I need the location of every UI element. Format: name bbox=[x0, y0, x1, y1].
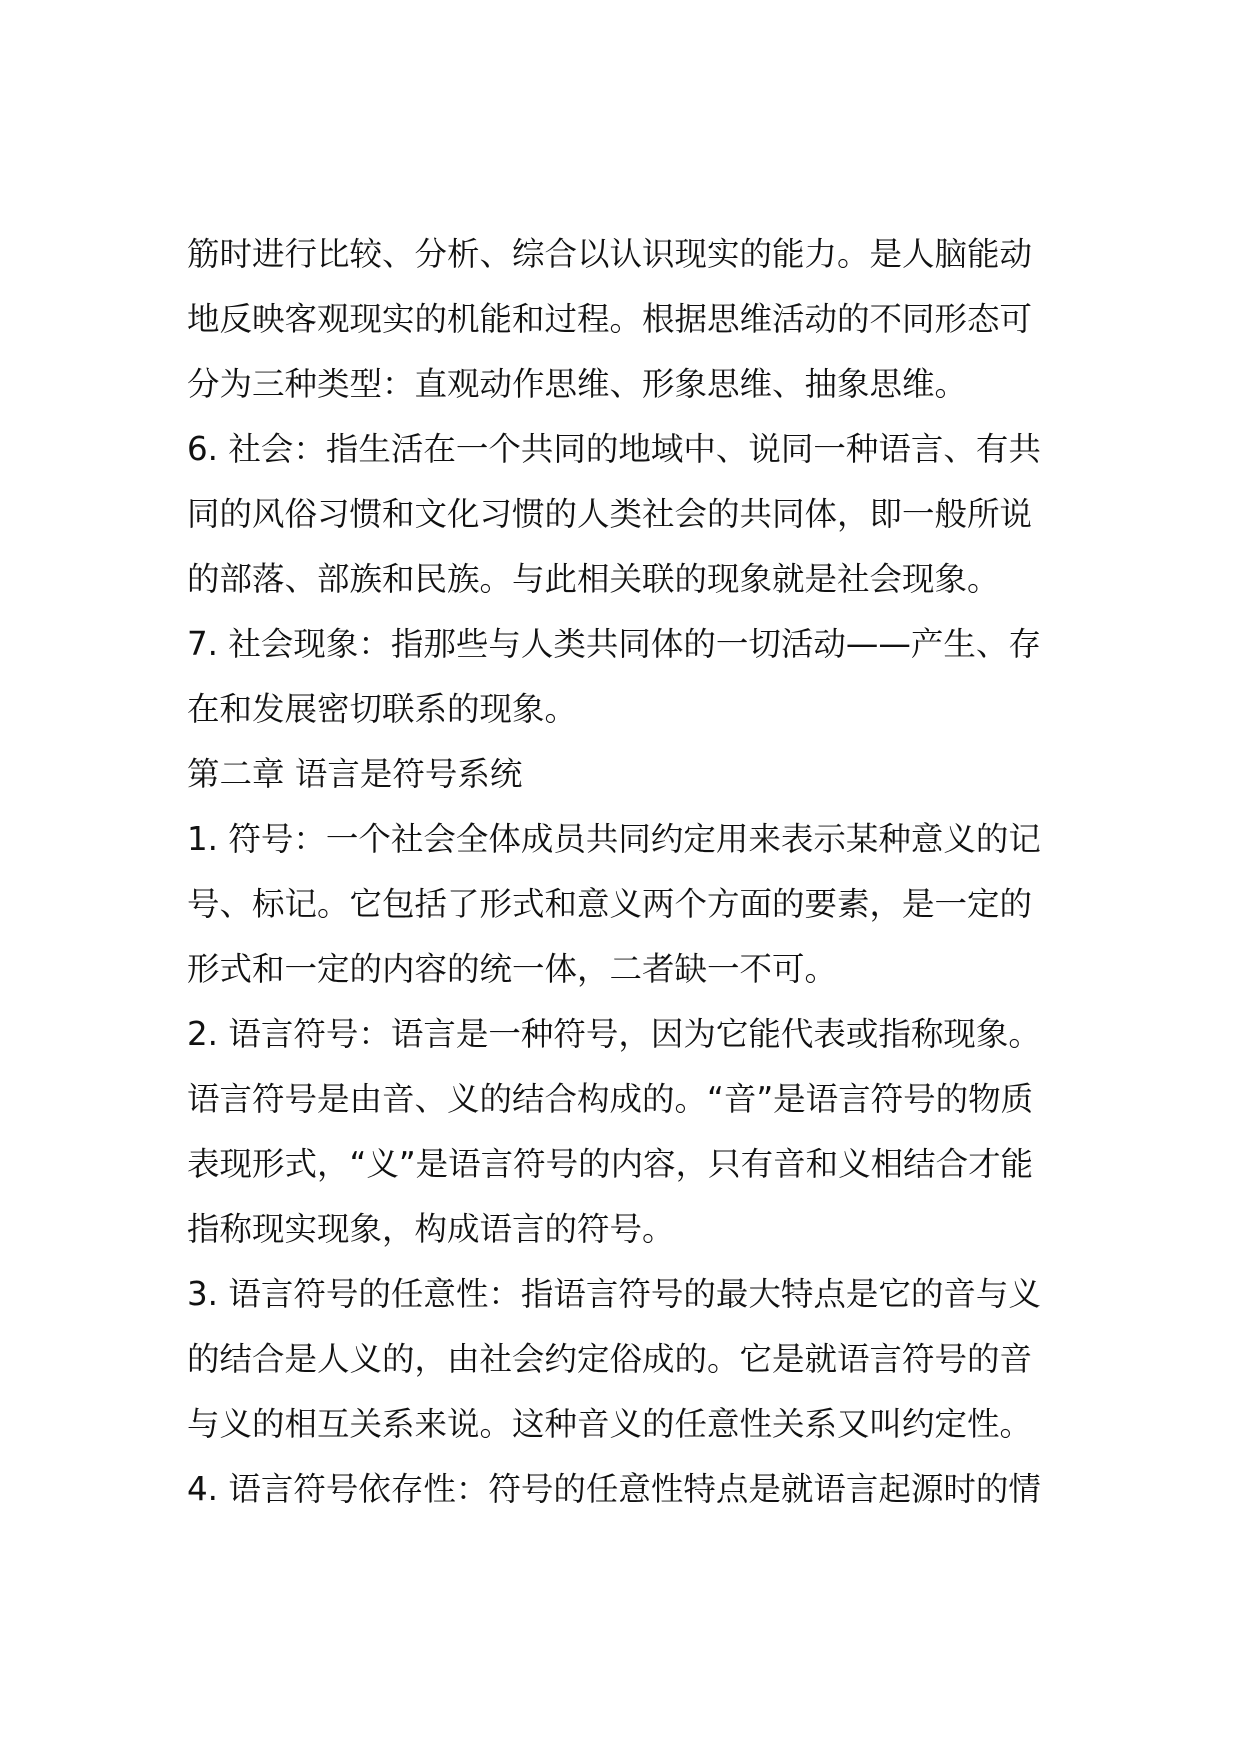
text-line: 的结合是人义的，由社会约定俗成的。它是就语言符号的音 bbox=[187, 1340, 1033, 1378]
text-line: 在和发展密切联系的现象。 bbox=[187, 690, 578, 728]
text-line: 表现形式，“义”是语言符号的内容，只有音和义相结合才能 bbox=[187, 1145, 1034, 1183]
text-line: 形式和一定的内容的统一体，二者缺一不可。 bbox=[187, 950, 838, 988]
text-line: 语言符号是由音、义的结合构成的。“音”是语言符号的物质 bbox=[187, 1080, 1034, 1118]
definition-item-6: 6. 社会：指生活在一个共同的地域中、说同一种语言、有共 bbox=[187, 430, 1041, 468]
text-line: 筋时进行比较、分析、综合以认识现实的能力。是人脑能动 bbox=[187, 235, 1033, 273]
text-line: 分为三种类型：直观动作思维、形象思维、抽象思维。 bbox=[187, 365, 968, 403]
text-line: 号、标记。它包括了形式和意义两个方面的要素，是一定的 bbox=[187, 885, 1033, 923]
definition-item-2: 2. 语言符号：语言是一种符号，因为它能代表或指称现象。 bbox=[187, 1015, 1041, 1053]
definition-item-1: 1. 符号：一个社会全体成员共同约定用来表示某种意义的记 bbox=[187, 820, 1041, 858]
text-line: 同的风俗习惯和文化习惯的人类社会的共同体，即一般所说 bbox=[187, 495, 1033, 533]
text-line: 指称现实现象，构成语言的符号。 bbox=[187, 1210, 675, 1248]
definition-item-3: 3. 语言符号的任意性：指语言符号的最大特点是它的音与义 bbox=[187, 1275, 1041, 1313]
body-text bbox=[187, 222, 1077, 1522]
definition-item-7: 7. 社会现象：指那些与人类共同体的一切活动——产生、存 bbox=[187, 625, 1041, 663]
chapter-heading: 第二章 语言是符号系统 bbox=[187, 755, 523, 793]
text-line: 地反映客观现实的机能和过程。根据思维活动的不同形态可 bbox=[187, 300, 1033, 338]
definition-item-4: 4. 语言符号依存性：符号的任意性特点是就语言起源时的情 bbox=[187, 1470, 1041, 1508]
text-line: 与义的相互关系来说。这种音义的任意性关系又叫约定性。 bbox=[187, 1405, 1033, 1443]
text-line: 的部落、部族和民族。与此相关联的现象就是社会现象。 bbox=[187, 560, 1000, 598]
